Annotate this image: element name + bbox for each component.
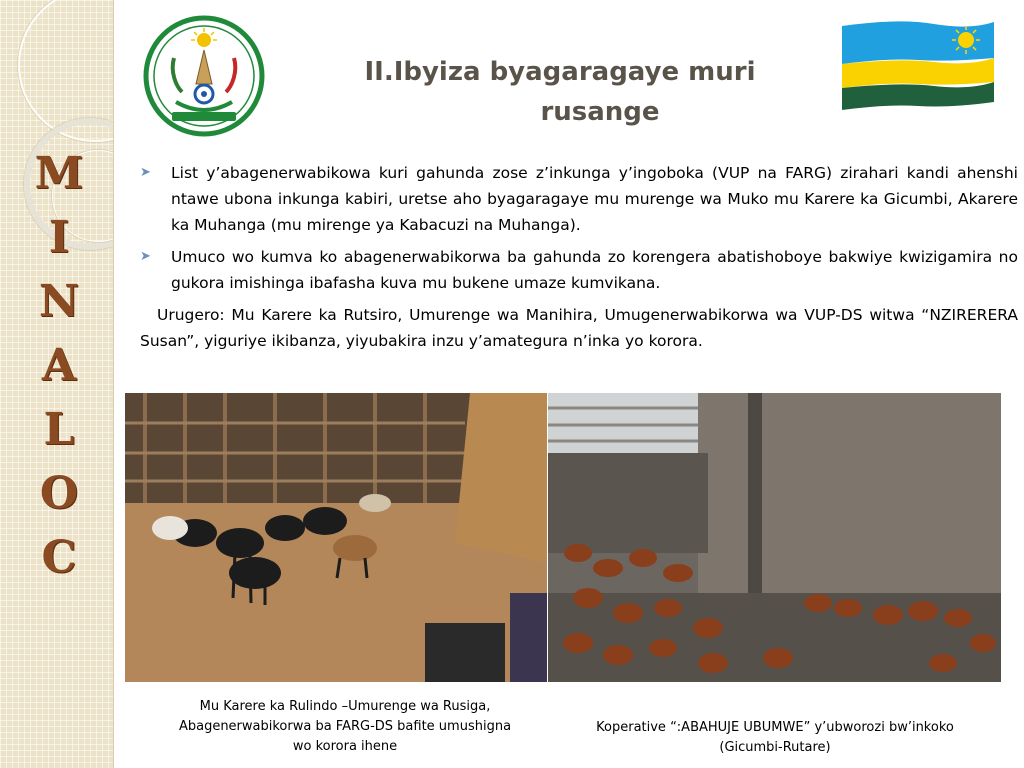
arrow-bullet-icon: ➤ [140,165,151,180]
bullet-item [140,244,1018,296]
content-body [140,160,1018,354]
caption-line: Abagenerwabikorwa ba FARG-DS bafite umushigna [178,719,512,734]
slide-title-line: II.Ibyiza byagaragaye muri [364,57,756,87]
caption-line: (Gicumbi-Rutare) [719,740,831,755]
left-decor-band [0,0,114,768]
acronym-letter: L [43,404,75,455]
acronym-letter: A [41,340,77,391]
acronym-letter: C [41,532,77,583]
rwanda-coat-of-arms-icon [142,14,266,138]
rwanda-flag-icon [838,18,998,110]
acronym-letter: I [48,212,70,263]
acronym-letter: N [38,276,80,327]
caption-line: Koperative “:ABAHUJE UBUMWE” y’ubworozi bw’inkoko [596,720,954,735]
arrow-bullet-icon: ➤ [140,249,151,264]
slide-title [330,52,790,132]
bullet-item [140,160,1018,238]
ministry-acronym [0,142,114,590]
caption-line: wo korora ihene [292,739,398,754]
goats-photo [125,393,547,682]
chickens-photo [548,393,1001,682]
photo-caption-chickens [555,718,995,758]
bullet-text: List y’abagenerwabikowa kuri gahunda zose z’inkunga y’ingoboka (VUP na FARG) zirahari kandi ahenshi ntawe ubona inkunga kabiri, uretse aho byagaragaye mu murenge wa Muko mu Karere ka Gicumbi, Akarere ka Muhanga (mu mirenge ya Kabacuzi na Muhanga). [171,164,1018,234]
acronym-letter: M [34,148,84,199]
caption-line: Mu Karere ka Rulindo –Umurenge wa Rusiga, [199,699,491,714]
slide-title-line: rusange [540,97,660,127]
acronym-letter: O [39,468,79,519]
photo-caption-goats [145,697,545,757]
bullet-text: Umuco wo kumva ko abagenerwabikorwa ba gahunda zo korengera abatishoboye bakwiye kwizigamira no gukora imishinga ibafasha kuva mu bukene umaze kumvikana. [171,248,1018,292]
example-paragraph: Urugero: Mu Karere ka Rutsiro, Umurenge wa Manihira, Umugenerwabikorwa wa VUP-DS witwa “NZIRERERA Susan”, yiguriye ikibanza, yiyubakira inzu y’amategura n’inka yo korora. [140,306,1018,350]
